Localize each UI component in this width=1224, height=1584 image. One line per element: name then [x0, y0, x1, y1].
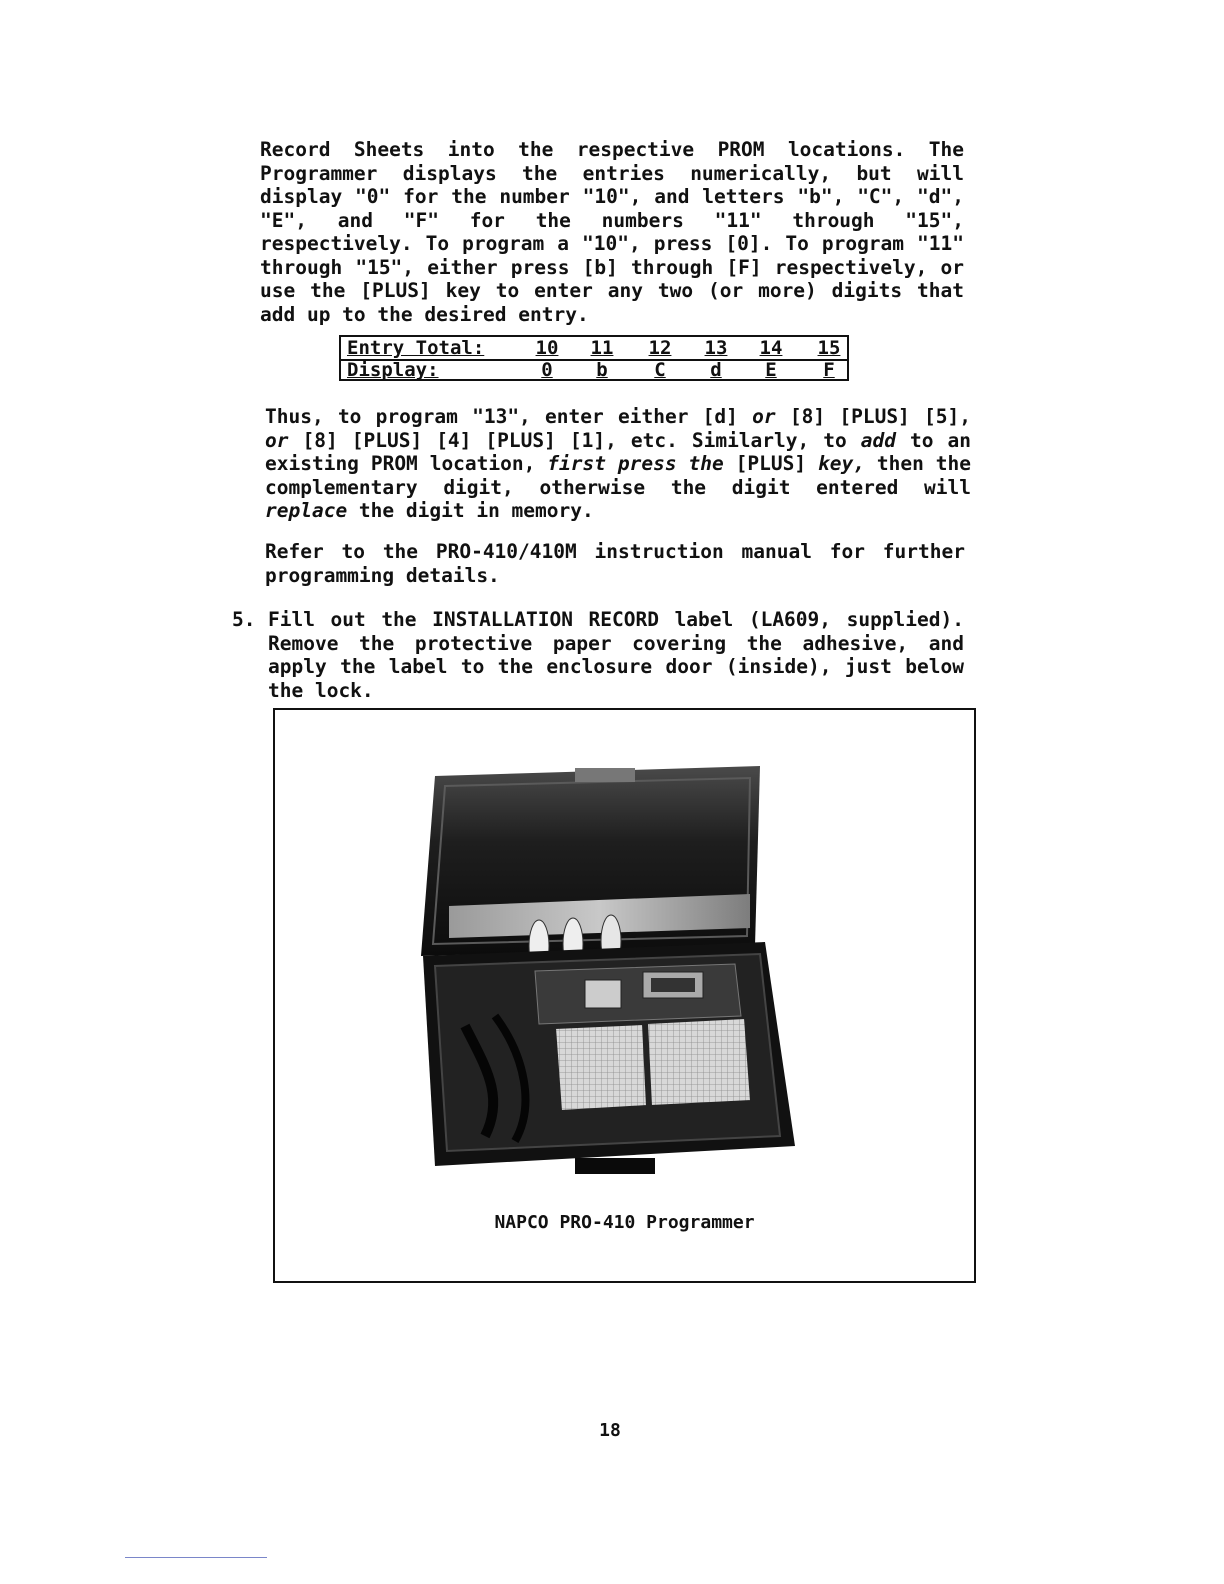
text-run: [8] [PLUS] [5], [775, 405, 971, 428]
footer-rule [125, 1557, 267, 1558]
intro-paragraph: Record Sheets into the respective PROM locations. The Programmer displays the entries numerically, but will display "0" for the number "10", and letters "b", "C", "d", "E", and "F" for the numbers "11" through "15", respectively. To program a "10", press [0]. To program "11" through "15", either press [b] through [F] respectively, or use the [PLUS] key to enter any two (or more) digits that add up to the desired entry. [260, 138, 964, 326]
display-row [341, 359, 847, 381]
page-number: 18 [599, 1420, 621, 1441]
entry-total-label: Entry Total: [347, 337, 485, 359]
thus-paragraph [265, 405, 971, 523]
refer-paragraph: Refer to the PRO-410/410M instruction manual for further programming details. [265, 540, 965, 587]
text-run: then the complementary digit, otherwise the digit entered will [265, 452, 971, 499]
table-cell: C [654, 359, 666, 381]
text-run-italic: or [265, 428, 289, 452]
text-run: Thus, to program "13", enter either [d] [265, 405, 753, 428]
programmer-case-photo [415, 766, 795, 1176]
table-cell: 12 [648, 337, 672, 359]
table-cell: 13 [704, 337, 728, 359]
table-cell: 11 [590, 337, 614, 359]
text-run: the digit in memory. [347, 499, 594, 522]
entry-display-table [339, 335, 849, 381]
table-cell: F [823, 359, 835, 381]
text-run-italic: add [860, 428, 896, 452]
text-run-italic: first press the [547, 452, 724, 475]
figure-box [273, 708, 976, 1283]
table-cell: 10 [535, 337, 559, 359]
table-cell: 15 [817, 337, 841, 359]
step-number: 5. [232, 608, 256, 631]
display-label: Display: [347, 359, 439, 381]
figure-caption: NAPCO PRO-410 Programmer [494, 1212, 755, 1233]
entry-total-row [341, 337, 847, 361]
text-run-italic: replace [265, 499, 348, 522]
text-run: [PLUS] [723, 452, 819, 475]
table-cell: b [596, 359, 608, 381]
table-cell: 0 [541, 359, 553, 381]
text-run-italic: or [752, 405, 776, 428]
table-cell: E [765, 359, 777, 381]
text-run: to an existing PROM location, [265, 428, 971, 475]
text-run: [8] [PLUS] [4] [PLUS] [1], etc. Similarly, to [288, 428, 861, 452]
table-cell: d [710, 359, 722, 381]
step-5-text: Fill out the INSTALLATION RECORD label (LA609, supplied). Remove the protective paper covering the adhesive, and apply the label to the enclosure door (inside), just below the lock. [268, 608, 964, 702]
table-cell: 14 [759, 337, 783, 359]
text-run-italic: key, [818, 452, 865, 475]
